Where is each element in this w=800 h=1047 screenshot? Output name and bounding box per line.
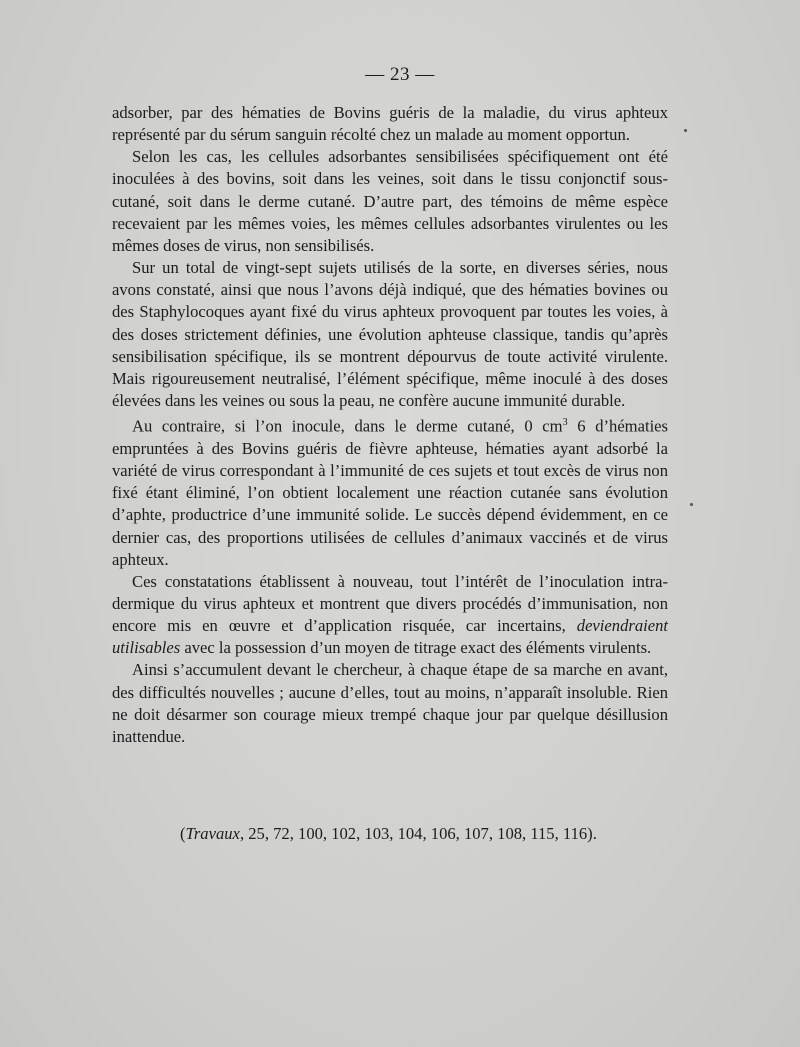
references-numbers: , 25, 72, 100, 102, 103, 104, 106, 107, 108, 115, 116). [239, 824, 597, 843]
body-text [112, 102, 668, 748]
paragraph-5-italic: deviendraient utilisables [112, 616, 668, 658]
page-number: — 23 — [365, 64, 435, 85]
paragraph-4-superscript: 3 [562, 417, 568, 429]
paragraph-6: Ainsi s’accumulent devant le chercheur, à chaque étape de sa marche en avant, des difficultés nouvelles ; aucune d’elles, tout au moins, n’apparaît insoluble. Rien ne doit désarmer son courage mieux trempé chaque jour par quelque désillusion inattendue. [112, 660, 668, 746]
paragraph-2: Selon les cas, les cellules adsorbantes sensibilisées spécifiquement ont été inoculées à des bovins, soit dans les veines, soit dans le tissu conjonctif sous-cutané, soit dans le derme cutané. D’autre part, des témoins de même espèce recevaient par les mêmes voies, les mêmes cellules adsorbantes virulentes ou les mêmes doses de virus, non sensibilisés. [112, 147, 668, 255]
paragraph-4-text-b: 6 d’hématies empruntées à des Bovins guéris de fièvre aphteuse, hématies ayant adsorbé la variété de virus correspondant à l’immunité de ces sujets et tout excès de virus non fixé étant éliminé, l’on obtient localement une réaction cutanée sans évolution d’aphte, productrice d’une immunité solide. Le succès dépend évidemment, en ce dernier cas, des proportions utilisées de cellules d’animaux vaccinés et de virus aphteux. [112, 416, 668, 569]
paragraph-4 [112, 412, 668, 571]
paragraph-3: Sur un total de vingt-sept sujets utilisés de la sorte, en diverses séries, nous avons constaté, ainsi que nous l’avons déjà indiqué, que des hématies bovines ou des Staphylocoques ayant fixé du virus aphteux provoquent par toutes les voies, à des doses strictement définies, une évolution aphteuse classique, tandis qu’après sensibilisation spécifique, ils se montrent dépourvus de toute activité virulente. Mais rigoureusement neutralisé, l’élément spécifique, même inoculé à des doses élevées dans les veines ou sous la peau, ne confère aucune immunité durable. [112, 258, 668, 411]
paragraph-5-text-b: avec la possession d’un moyen de titrage exact des éléments virulents. [180, 638, 652, 658]
ink-speck [684, 129, 687, 132]
ink-speck [690, 503, 693, 506]
references-open-paren: ( [180, 824, 186, 843]
paragraph-1: adsorber, par des hématies de Bovins guéris de la maladie, du virus aphteux représenté par du sérum sanguin récolté chez un malade au moment opportun. [112, 103, 668, 145]
paragraph-4-text-a: Au contraire, si l’on inocule, dans le derme cutané, 0 cm [132, 416, 563, 436]
references-line [180, 823, 660, 845]
paragraph-5 [112, 571, 668, 660]
references-label: Travaux [185, 824, 240, 843]
paragraph-5-text-a: Ces constatations établissent à nouveau, tout l’intérêt de l’inoculation intra-dermique du virus aphteux et montrent que divers procédés d’immunisation, non encore mis en œuvre et d’application risquée, car incertains, [112, 571, 668, 636]
